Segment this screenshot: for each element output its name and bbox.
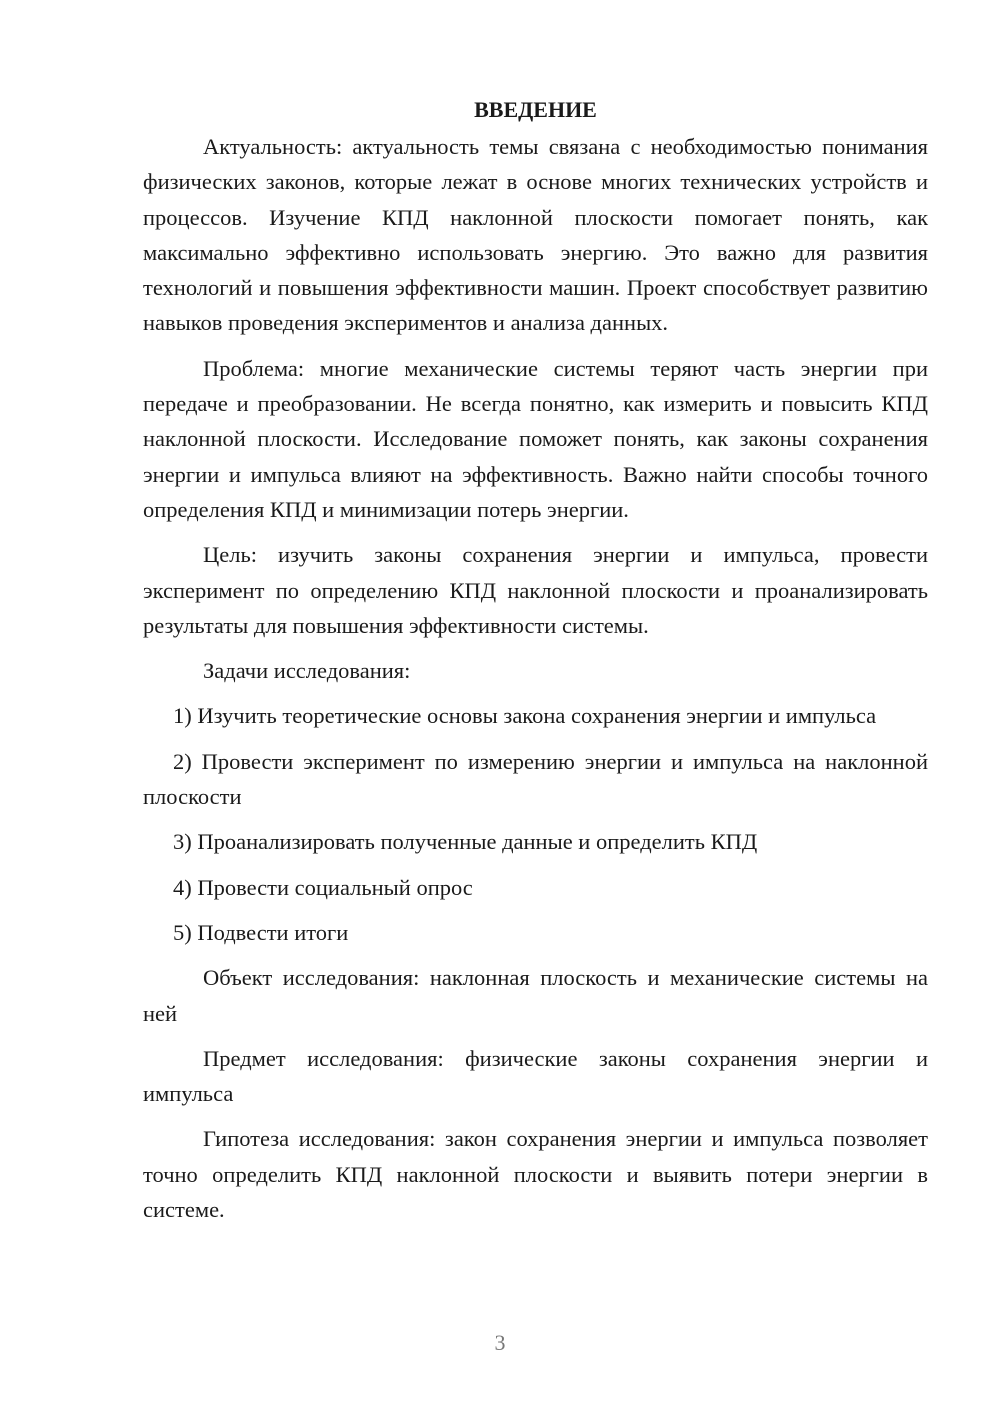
object-paragraph: Объект исследования: наклонная плоскость и механические системы на ней xyxy=(143,965,928,1026)
page-number: 3 xyxy=(494,1330,506,1355)
subject-paragraph: Предмет исследования: физические законы сохранения энергии и импульса xyxy=(143,1045,928,1107)
task-item-5: 5) Подвести итоги xyxy=(173,919,349,945)
document-body xyxy=(143,92,928,1237)
task-item-4: 4) Провести социальный опрос xyxy=(173,874,473,900)
task-item-3: 3) Проанализировать полученные данные и определить КПД xyxy=(173,829,758,855)
task-item-2: 2) Провести эксперимент по измерению энергии и импульса на наклонной плоскости xyxy=(143,748,928,810)
relevance-paragraph: Актуальность: актуальность темы связана с необходимостью понимания физических законов, которые лежат в основе многих технических устройств и процессов. Изучение КПД наклонной плоскости помогает понять, как максимально эффективно использовать энергию. Это важно для развития технологий и повышения эффективности машин. Проект способствует развитию навыков проведения экспериментов и анализа данных. xyxy=(143,134,928,336)
goal-paragraph: Цель: изучить законы сохранения энергии и импульса, провести эксперимент по определению КПД наклонной плоскости и проанализировать результаты для повышения эффективности системы. xyxy=(143,542,928,638)
problem-paragraph: Проблема: многие механические системы теряют часть энергии при передаче и преобразовании. Не всегда понятно, как измерить и повысить КПД наклонной плоскости. Исследование поможет понять, как законы сохранения энергии и импульса влияют на эффективность. Важно найти способы точного определения КПД и минимизации потерь энергии. xyxy=(143,355,928,522)
task-item-1: 1) Изучить теоретические основы закона сохранения энергии и импульса xyxy=(173,703,877,729)
page-title: ВВЕДЕНИЕ xyxy=(474,97,597,122)
hypothesis-paragraph: Гипотеза исследования: закон сохранения энергии и импульса позволяет точно определить КПД наклонной плоскости и выявить потери энергии в системе. xyxy=(143,1126,928,1223)
tasks-title: Задачи исследования: xyxy=(203,658,411,684)
